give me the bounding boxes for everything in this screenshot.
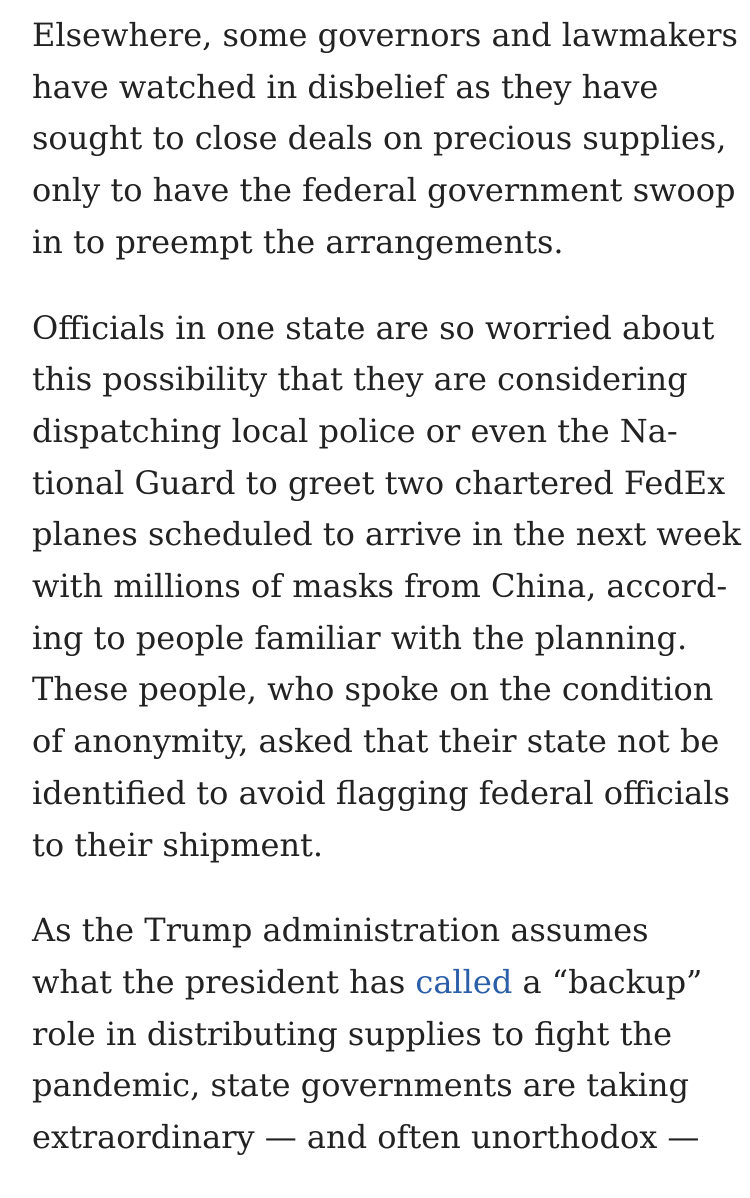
text-line: with millions of masks from China, accord- — [32, 567, 728, 606]
text-line: These people, who spoke on the condition — [32, 670, 714, 709]
called-link[interactable]: called — [415, 962, 513, 1001]
text-line: planes scheduled to arrive in the next week — [32, 515, 742, 554]
text-line: extraordinary — and often unorthodox — — [32, 1118, 700, 1157]
text-line: in to preempt the arrangements. — [32, 222, 564, 261]
paragraph-3 — [32, 905, 732, 1164]
text-line: identified to avoid flagging federal officials — [32, 773, 730, 812]
text-line: pandemic, state governments are taking — [32, 1066, 689, 1105]
text-line: As the Trump administration assumes — [32, 911, 649, 950]
text-line: sought to close deals on precious supplies, — [32, 119, 727, 158]
text-line: to their shipment. — [32, 825, 324, 864]
paragraph-1 — [32, 10, 738, 269]
text-line: Officials in one state are so worried about — [32, 308, 715, 347]
text-line: this possibility that they are considering — [32, 360, 688, 399]
text-line: Elsewhere, some governors and lawmakers — [32, 16, 738, 54]
text-segment: a “backup” — [512, 962, 703, 1001]
text-line: role in distributing supplies to fight the — [32, 1014, 673, 1053]
text-line: dispatching local police or even the Na- — [32, 411, 678, 450]
text-line: only to have the federal government swoop — [32, 171, 736, 210]
text-line: of anonymity, asked that their state not be — [32, 722, 720, 761]
text-line-with-link — [32, 957, 732, 1009]
text-line: have watched in disbelief as they have — [32, 67, 659, 106]
article-body — [32, 10, 742, 1198]
paragraph-2 — [32, 303, 742, 872]
text-line: tional Guard to greet two chartered FedEx — [32, 463, 726, 502]
text-segment: what the president has — [32, 962, 416, 1001]
text-line: ing to people familiar with the planning. — [32, 618, 688, 657]
